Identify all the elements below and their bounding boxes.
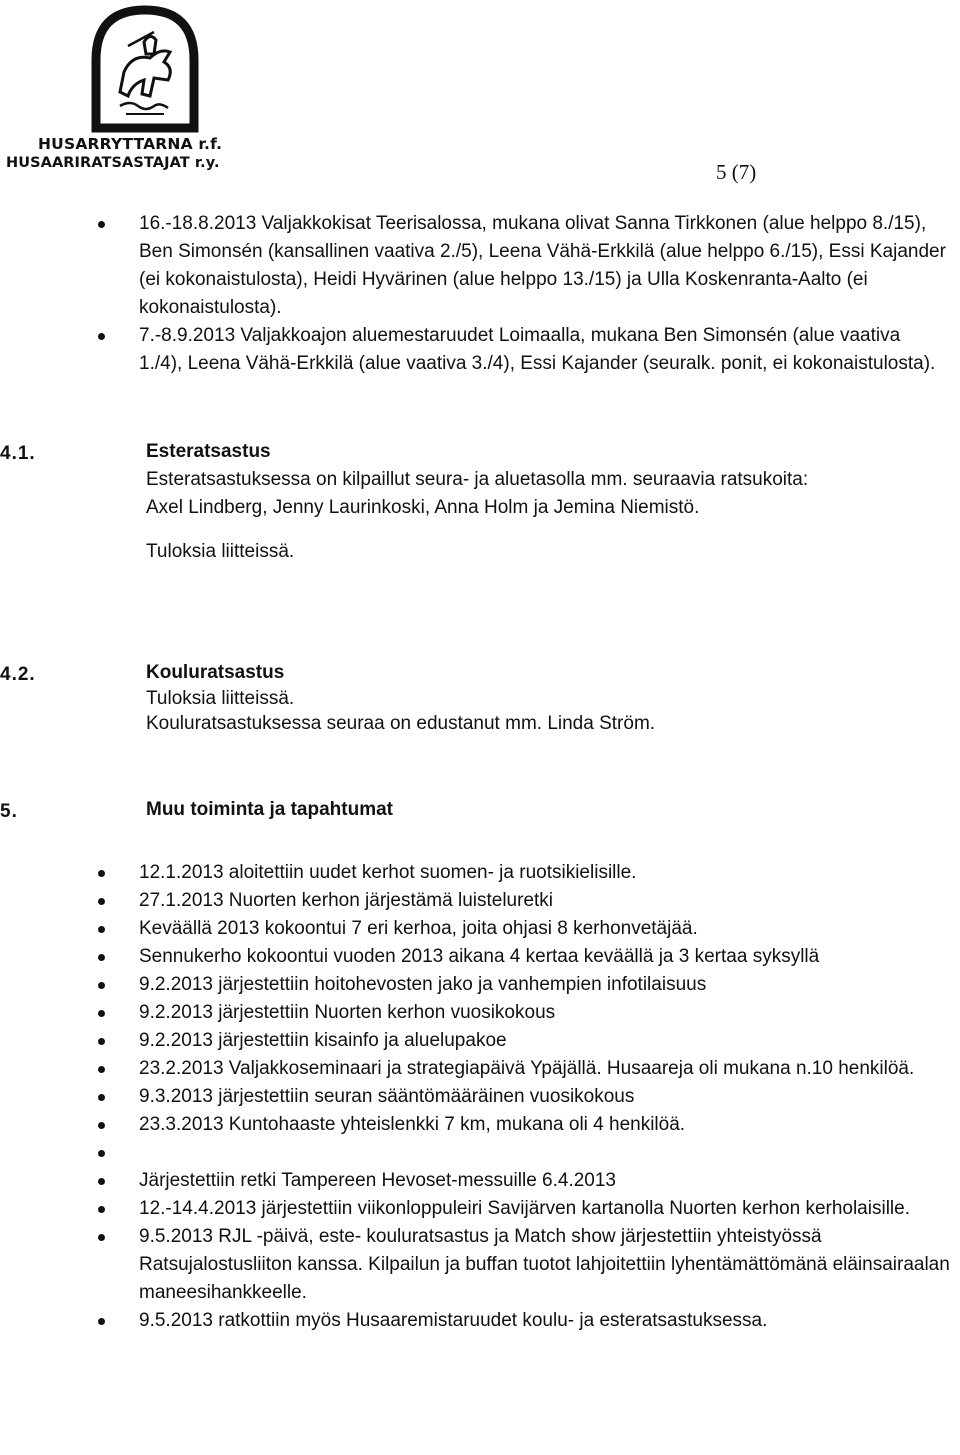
list-item-empty — [98, 1139, 960, 1167]
list-item: 23.3.2013 Kuntohaaste yhteislenkki 7 km, mukana oli 4 henkilöä. — [98, 1111, 960, 1139]
list-item: 9.3.2013 järjestettiin seuran sääntömääräinen vuosikokous — [98, 1083, 960, 1111]
section-number: 4.2. — [0, 664, 36, 685]
list-item: 23.2.2013 Valjakkoseminaari ja strategiapäivä Ypäjällä. Husaareja oli mukana n.10 henkilöä. — [98, 1055, 960, 1083]
section-other-activities — [146, 796, 926, 824]
section-title: Muu toiminta ja tapahtumat — [146, 799, 393, 820]
logo-text-finnish: HUSAARIRATSASTAJAT r.y. — [6, 155, 220, 171]
list-item: 9.2.2013 järjestettiin kisainfo ja aluelupakoe — [98, 1027, 960, 1055]
section-dressage — [146, 659, 926, 738]
section-show-jumping — [146, 438, 926, 566]
list-item: 9.5.2013 RJL -päivä, este- kouluratsastus ja Match show järjestettiin yhteistyössä Ratsujalostusliiton kanssa. Kilpailun ja buffan tuotot lahjoitettiin lyhentämättömänä eläinsairaalan maneesihankkeelle. — [98, 1223, 960, 1307]
section-text: Tuloksia liitteissä. — [146, 541, 295, 562]
rider-emblem-icon — [4, 2, 310, 138]
list-item: 12.-14.4.2013 järjestettiin viikonloppuleiri Savijärven kartanolla Nuorten kerhon kerholaisille. — [98, 1195, 960, 1223]
competition-results-list — [98, 210, 948, 378]
section-text: Axel Lindberg, Jenny Laurinkoski, Anna Holm ja Jemina Niemistö. — [146, 497, 700, 518]
list-item: Keväällä 2013 kokoontui 7 eri kerhoa, joita ohjasi 8 kerhonvetäjää. — [98, 915, 960, 943]
section-text: Esteratsastuksessa on kilpaillut seura- ja aluetasolla mm. seuraavia ratsukoita: — [146, 469, 809, 490]
list-item: 9.2.2013 järjestettiin hoitohevosten jako ja vanhempien infotilaisuus — [98, 971, 960, 999]
list-item: Sennukerho kokoontui vuoden 2013 aikana 4 kertaa keväällä ja 3 kertaa syksyllä — [98, 943, 960, 971]
section-title: Kouluratsastus — [146, 662, 285, 683]
section-title: Esteratsastus — [146, 441, 271, 462]
section-text: Tuloksia liitteissä. — [146, 688, 295, 709]
section-number: 4.1. — [0, 443, 36, 464]
list-item: Järjestettiin retki Tampereen Hevoset-messuille 6.4.2013 — [98, 1167, 960, 1195]
list-item: 7.-8.9.2013 Valjakkoajon aluemestaruudet Loimaalla, mukana Ben Simonsén (alue vaativa 1./4), Leena Vähä-Erkkilä (alue vaativa 3./4), Essi Kajander (seuralk. ponit, ei kokonaistulosta). — [98, 322, 948, 378]
section-number: 5. — [0, 801, 18, 822]
list-item: 27.1.2013 Nuorten kerhon järjestämä luisteluretki — [98, 887, 960, 915]
list-item: 12.1.2013 aloitettiin uudet kerhot suomen- ja ruotsikielisille. — [98, 859, 960, 887]
section-text: Kouluratsastuksessa seuraa on edustanut mm. Linda Ström. — [146, 713, 656, 734]
logo-text-swedish: HUSARRYTTARNA r.f. — [38, 135, 223, 153]
club-logo — [4, 2, 310, 180]
list-item: 9.5.2013 ratkottiin myös Husaaremistaruudet koulu- ja esteratsastuksessa. — [98, 1307, 960, 1335]
list-item: 16.-18.8.2013 Valjakkokisat Teerisalossa, mukana olivat Sanna Tirkkonen (alue helppo 8./15), Ben Simonsén (kansallinen vaativa 2./5), Leena Vähä-Erkkilä (alue helppo 6./15), Essi Kajander (ei kokonaistulosta), Heidi Hyvärinen (alue helppo 13./15) ja Ulla Koskenranta-Aalto (ei kokonaistulosta). — [98, 210, 948, 322]
list-item: 9.2.2013 järjestettiin Nuorten kerhon vuosikokous — [98, 999, 960, 1027]
page-number: 5 (7) — [716, 160, 757, 184]
activities-list — [98, 859, 960, 1335]
